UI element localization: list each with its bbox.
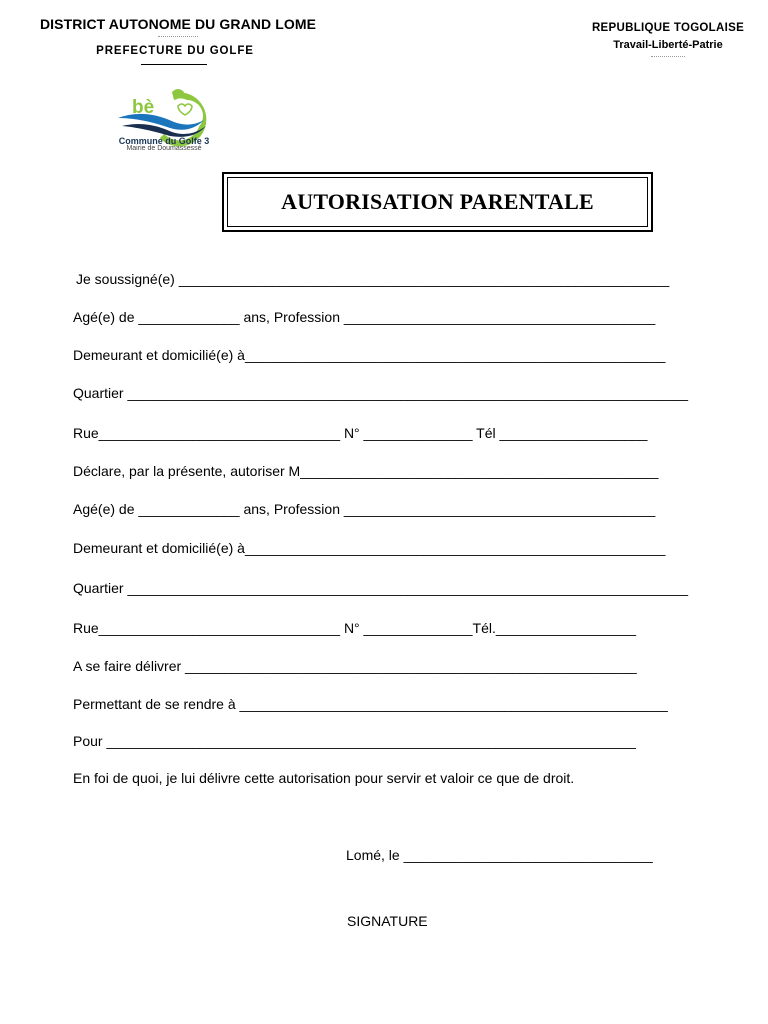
logo-caption bbox=[104, 136, 224, 152]
header-left bbox=[28, 16, 328, 65]
dotted-separator bbox=[158, 36, 198, 37]
form-line-authorized-age: Agé(e) de _____________ ans, Profession ________________________________________ bbox=[73, 501, 656, 517]
form-line-authorized-street: Rue_______________________________ N° ______________Tél.__________________ bbox=[73, 620, 637, 636]
form-line-declarant-address: Demeurant et domicilié(e) à______________________________________________________ bbox=[73, 347, 666, 363]
commune-subtitle: Mairie de Doumassessé bbox=[126, 145, 202, 152]
form-line-authorized-address: Demeurant et domicilié(e) à______________________________________________________ bbox=[73, 540, 666, 556]
header-rule bbox=[141, 64, 207, 65]
closing-statement: En foi de quoi, je lui délivre cette autorisation pour servir et valoir ce que de droit. bbox=[73, 770, 575, 786]
national-motto: Travail-Liberté-Patrie bbox=[613, 39, 723, 51]
dotted-separator bbox=[651, 56, 685, 57]
form-line-declarant-age: Agé(e) de _____________ ans, Profession ________________________________________ bbox=[73, 309, 656, 325]
district-name: DISTRICT AUTONOME DU GRAND LOME bbox=[39, 16, 317, 32]
republic-name: REPUBLIQUE TOGOLAISE bbox=[591, 22, 745, 34]
prefecture-name: PREFECTURE DU GOLFE bbox=[96, 45, 254, 57]
form-line-purpose: Pour ____________________________________________________________________ bbox=[73, 733, 636, 749]
form-line-declarant-quarter: Quartier ________________________________________________________________________ bbox=[73, 385, 689, 401]
commune-name: Commune du Golfe 3 bbox=[118, 136, 210, 146]
document-title: AUTORISATION PARENTALE bbox=[281, 189, 594, 214]
signature-label: SIGNATURE bbox=[347, 913, 428, 929]
form-line-deliver: A se faire délivrer __________________________________________________________ bbox=[73, 658, 637, 674]
form-line-destination: Permettant de se rendre à _______________________________________________________ bbox=[73, 696, 668, 712]
title-box bbox=[222, 172, 653, 232]
place-date-line: Lomé, le ________________________________ bbox=[346, 847, 653, 863]
form-line-declarant-street: Rue_______________________________ N° ______________ Tél ___________________ bbox=[73, 425, 648, 441]
form-line-authorized-quarter: Quartier ________________________________________________________________________ bbox=[73, 580, 689, 596]
form-line-declarant-name: Je soussigné(e) _______________________________________________________________ bbox=[76, 271, 670, 287]
logo-mark-text: bè bbox=[132, 97, 155, 118]
form-line-authorized-person: Déclare, par la présente, autoriser M______________________________________________ bbox=[73, 463, 659, 479]
header-right bbox=[588, 22, 748, 57]
